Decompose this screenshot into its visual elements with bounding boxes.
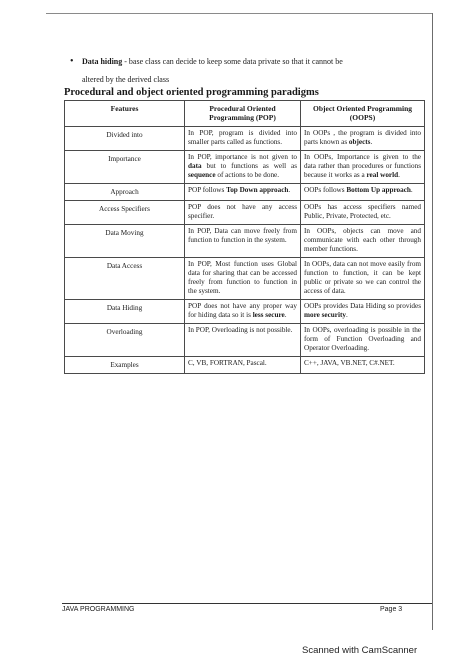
pop-cell [185, 184, 301, 201]
pop-text-segment: but to functions as well as [201, 162, 297, 170]
comparison-table [64, 100, 425, 374]
pop-text-segment: In POP, importance is not given to [188, 153, 297, 161]
page-border-right [432, 13, 433, 630]
oops-text-segment: In OOPs, Importance is given to the data rather than procedures or functions because it works as a [304, 153, 421, 179]
oops-cell [301, 324, 425, 357]
pop-text-segment: C, VB, FORTRAN, Pascal. [188, 359, 267, 367]
oops-text-segment: In OOPs, overloading is possible in the form of Function Overloading and Operator Overloading. [304, 326, 421, 352]
bullet-data-hiding [70, 56, 422, 86]
header-pop: Procedural Oriented Programming (POP) [185, 101, 301, 127]
feature-cell: Data Access [65, 258, 185, 300]
pop-text-segment: In POP, program is divided into smaller parts called as functions. [188, 129, 297, 146]
oops-text-segment: . [345, 311, 348, 319]
feature-cell: Data Hiding [65, 300, 185, 324]
pop-cell [185, 127, 301, 151]
table-row [65, 324, 425, 357]
oops-text-segment: OOPs provides Data Hiding so provides [304, 302, 421, 310]
oops-text-segment: real world [366, 171, 399, 179]
pop-text-segment: sequence [188, 171, 216, 179]
pop-cell [185, 258, 301, 300]
feature-cell: Overloading [65, 324, 185, 357]
oops-text-segment: . [398, 171, 400, 179]
oops-text-segment: . [410, 186, 413, 194]
pop-cell [185, 225, 301, 258]
oops-cell [301, 201, 425, 225]
oops-text-segment: C++, JAVA, VB.NET, C#.NET. [304, 359, 395, 367]
oops-text-segment: . [370, 138, 373, 146]
pop-text-segment: POP follows [188, 186, 227, 194]
oops-text-segment: In OOPs, objects can move and communicate with each other through member functions. [304, 227, 421, 253]
table-row [65, 201, 425, 225]
oops-text-segment: Bottom Up approach [346, 186, 411, 194]
pop-cell [185, 151, 301, 184]
oops-cell [301, 184, 425, 201]
pop-text-segment: POP does not have any proper way for hiding data so it is [188, 302, 297, 319]
page-border-top [46, 13, 432, 14]
oops-text-segment: objects [348, 138, 371, 146]
table-row [65, 225, 425, 258]
table-row [65, 151, 425, 184]
camscanner-watermark: Scanned with CamScanner [302, 645, 418, 656]
oops-cell [301, 357, 425, 374]
oops-text-segment: In OOPs, data can not move easily from function to function, it can be kept public or private so we can control the access of data. [304, 260, 421, 295]
bullet-continuation: altered by the derived class [82, 75, 170, 84]
feature-cell: Importance [65, 151, 185, 184]
table-row [65, 258, 425, 300]
pop-text-segment: POP does not have any access specifier. [188, 203, 297, 220]
table-row [65, 127, 425, 151]
feature-cell: Access Specifiers [65, 201, 185, 225]
footer-title: JAVA PROGRAMMING [62, 606, 135, 613]
bullet-term: Data hiding [82, 57, 123, 66]
pop-text-segment: In POP, Overloading is not possible. [188, 326, 293, 334]
bullet-text: - base class can decide to keep some data private so that it cannot be [122, 57, 343, 66]
header-oops: Object Oriented Programming (OOPS) [301, 101, 425, 127]
oops-cell [301, 225, 425, 258]
oops-cell [301, 258, 425, 300]
table-body [65, 127, 425, 374]
footer-rule [62, 603, 432, 604]
oops-cell [301, 300, 425, 324]
pop-text-segment: less secure [252, 311, 285, 319]
pop-text-segment: data [188, 162, 202, 170]
pop-cell [185, 324, 301, 357]
feature-cell: Divided into [65, 127, 185, 151]
oops-text-segment: OOPs follows [304, 186, 347, 194]
bullet-dot-icon: • [70, 56, 74, 67]
table-row [65, 184, 425, 201]
feature-cell: Approach [65, 184, 185, 201]
pop-text-segment: . [288, 186, 291, 194]
pop-cell [185, 300, 301, 324]
feature-cell: Examples [65, 357, 185, 374]
pop-cell [185, 357, 301, 374]
pop-text-segment: . [284, 311, 287, 319]
table-header-row [65, 101, 425, 127]
oops-cell [301, 151, 425, 184]
pop-text-segment: Top Down approach [226, 186, 289, 194]
pop-cell [185, 201, 301, 225]
feature-cell: Data Moving [65, 225, 185, 258]
oops-cell [301, 127, 425, 151]
pop-text-segment: In POP, Data can move freely from function to function in the system. [188, 227, 297, 244]
table-row [65, 300, 425, 324]
footer-page-number: Page 3 [380, 606, 403, 613]
oops-text-segment: In OOPs , the program is divided into parts known as [304, 129, 421, 146]
header-features: Features [65, 101, 185, 127]
pop-text-segment: In POP, Most function uses Global data for sharing that can be accessed freely from function to function in the system. [188, 260, 297, 295]
pop-text-segment: of actions to be done. [215, 171, 280, 179]
oops-text-segment: OOPs has access specifiers named Public, Private, Protected, etc. [304, 203, 421, 220]
table-row [65, 357, 425, 374]
section-heading: Procedural and object oriented programming paradigms [64, 87, 319, 98]
oops-text-segment: more security [304, 311, 346, 319]
